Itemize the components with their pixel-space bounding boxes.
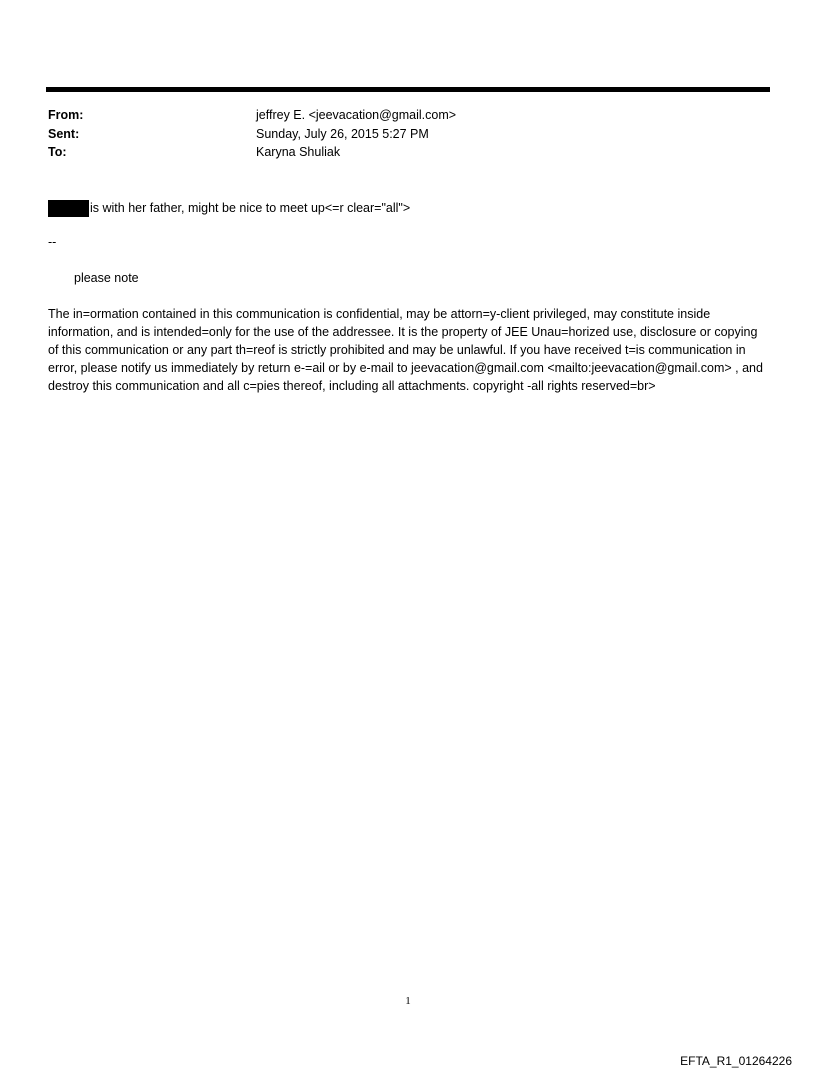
disclaimer-text: The in=ormation contained in this communication is confidential, may be attorn=y-client privileged, may constitute inside information, and is intended=only for the use of the addressee. It is the property of JEE Unau=horized use, disclosure or copying of this communication or any part th=reof is strictly prohibited and may be unlawful. If you have received t=is communication in error, please notify us immediately by return e-=ail or by e-mail to jeevacation@gmail.com <mailto:jeevacation@gmail.com> , and destroy this communication and all c=pies thereof, including all attachments. copyright -all rights reserved=br> bbox=[48, 307, 763, 393]
sent-value: Sunday, July 26, 2015 5:27 PM bbox=[256, 126, 429, 141]
message-text: is with her father, might be nice to meet up<=r clear="all"> bbox=[90, 201, 411, 215]
sent-row bbox=[48, 125, 748, 144]
signature-separator: -- bbox=[48, 235, 57, 249]
bates-number: EFTA_R1_01264226 bbox=[680, 1054, 792, 1068]
redaction-block bbox=[48, 200, 89, 217]
from-row bbox=[48, 106, 748, 125]
email-header bbox=[48, 106, 748, 162]
message-line bbox=[48, 199, 410, 217]
header-rule bbox=[46, 87, 770, 92]
to-row bbox=[48, 143, 748, 162]
from-label: From: bbox=[48, 108, 84, 122]
from-value: jeffrey E. <jeevacation@gmail.com> bbox=[256, 108, 457, 122]
to-label: To: bbox=[48, 145, 67, 159]
please-note: please note bbox=[74, 271, 139, 285]
to-value: Karyna Shuliak bbox=[256, 145, 341, 159]
sent-label: Sent: bbox=[48, 126, 80, 141]
page-number: 1 bbox=[405, 995, 411, 1007]
